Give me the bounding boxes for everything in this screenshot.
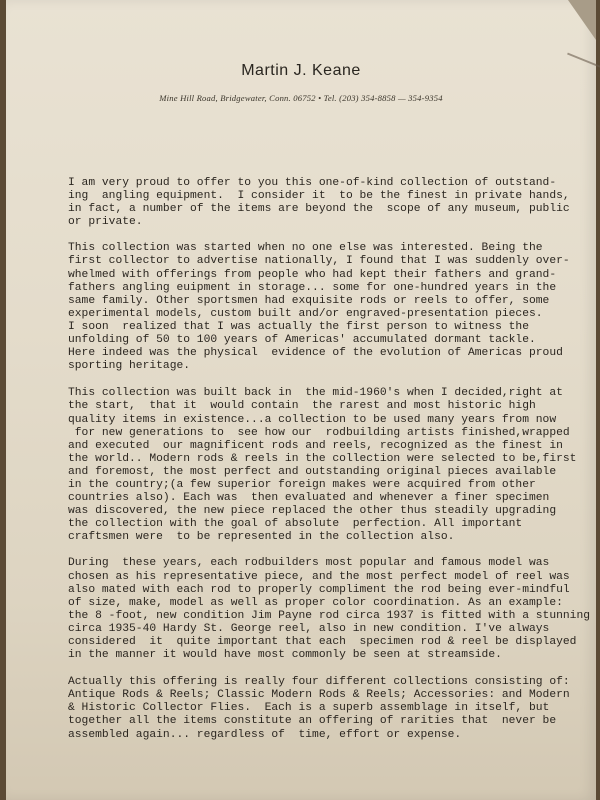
text-line: Here indeed was the physical evidence of the evolution of Americas proud [68, 347, 563, 360]
text-line: was discovered, the new piece replaced the other thus steadily upgrading [68, 505, 557, 518]
text-line: quality items in existence...a collection to be used many years from now [68, 413, 557, 426]
text-line: ing angling equipment. I consider it to be the finest in private hands, [68, 190, 570, 203]
paragraph [68, 676, 588, 741]
letterhead-address: Mine Hill Road, Bridgewater, Conn. 06752 • Tel. (203) 354-8858 — 354-9354 [159, 93, 443, 103]
text-line: the collection with the goal of absolute perfection. All important [68, 518, 523, 531]
text-line: the 8 -foot, new condition Jim Payne rod circa 1937 is fitted with a stunning [68, 609, 591, 622]
text-line: in fact, a number of the items are beyond the scope of any museum, public [68, 203, 570, 216]
text-line: Antique Rods & Reels; Classic Modern Rods & Reels; Accessories: and Modern [68, 689, 570, 702]
text-line: in the manner it would have most commonly be seen at streamside. [68, 649, 502, 662]
paragraph [68, 387, 588, 544]
text-line: for new generations to see how our rodbuilding artists finished,wrapped [68, 426, 570, 439]
text-line: fathers angling euipment in storage... some for one-hundred years in the [68, 281, 557, 294]
text-line: During these years, each rodbuilders most popular and famous model was [68, 557, 550, 570]
folded-corner [568, 0, 596, 40]
text-line: sporting heritage. [68, 360, 191, 373]
text-line: unfolding of 50 to 100 years of Americas' accumulated dormant tackle. [68, 334, 536, 347]
letter-body [68, 177, 591, 755]
paragraph [68, 177, 588, 229]
text-line: considered it quite important that each specimen rod & reel be displayed [68, 636, 577, 648]
text-line: also mated with each rod to properly compliment the rod being ever-mindful [68, 583, 570, 596]
text-line: or private. [68, 216, 143, 229]
text-line: countries also). Each was then evaluated and whenever a finer specimen [68, 492, 550, 505]
text-line: assembled again... regardless of time, effort or expense. [68, 728, 462, 741]
text-line: same family. Other sportsmen had exquisite rods or reels to offer, some [68, 294, 550, 307]
text-line: experimental models, custom built and/or engraved-presentation pieces. [68, 307, 543, 320]
text-line: of size, make, model as well as proper color coordination. As an example: [68, 596, 563, 609]
text-line: & Historic Collector Flies. Each is a superb assemblage in itself, but [68, 702, 550, 715]
text-line: Actually this offering is really four different collections consisting of: [68, 676, 570, 689]
letterhead-name: Martin J. Keane [241, 62, 361, 79]
text-line: circa 1935-40 Hardy St. George reel, also in new condition. I've always [68, 622, 550, 635]
letter-page [6, 0, 596, 800]
text-line: craftsmen were to be represented in the collection also. [68, 531, 455, 544]
text-line: first collector to advertise nationally, I found that I was suddenly over- [68, 255, 570, 268]
text-line: and foremost, the most perfect and outstanding original pieces available [68, 465, 557, 478]
text-line: This collection was started when no one else was interested. Being the [68, 242, 543, 255]
text-line: chosen as his representative piece, and the most perfect model of reel was [68, 570, 570, 583]
text-line: I am very proud to offer to you this one-of-kind collection of outstand- [68, 177, 557, 189]
text-line: whelmed with offerings from people who had kept their fathers and grand- [68, 268, 557, 281]
paragraph [68, 557, 591, 662]
text-line: This collection was built back in the mid-1960's when I decided,right at [68, 387, 563, 400]
text-line: I soon realized that I was actually the first person to witness the [68, 320, 529, 333]
text-line: and executed our magnificent rods and reels, recognized as the finest in [68, 439, 563, 452]
text-line: together all the items constitute an offering of rarities that never be [68, 715, 557, 728]
text-line: in the country;(a few superior foreign makes were acquired from other [68, 478, 536, 491]
text-line: the start, that it would contain the rarest and most historic high [68, 400, 536, 413]
text-line: the world.. Modern rods & reels in the collection were selected to be,first [68, 452, 577, 465]
paragraph [68, 242, 588, 373]
